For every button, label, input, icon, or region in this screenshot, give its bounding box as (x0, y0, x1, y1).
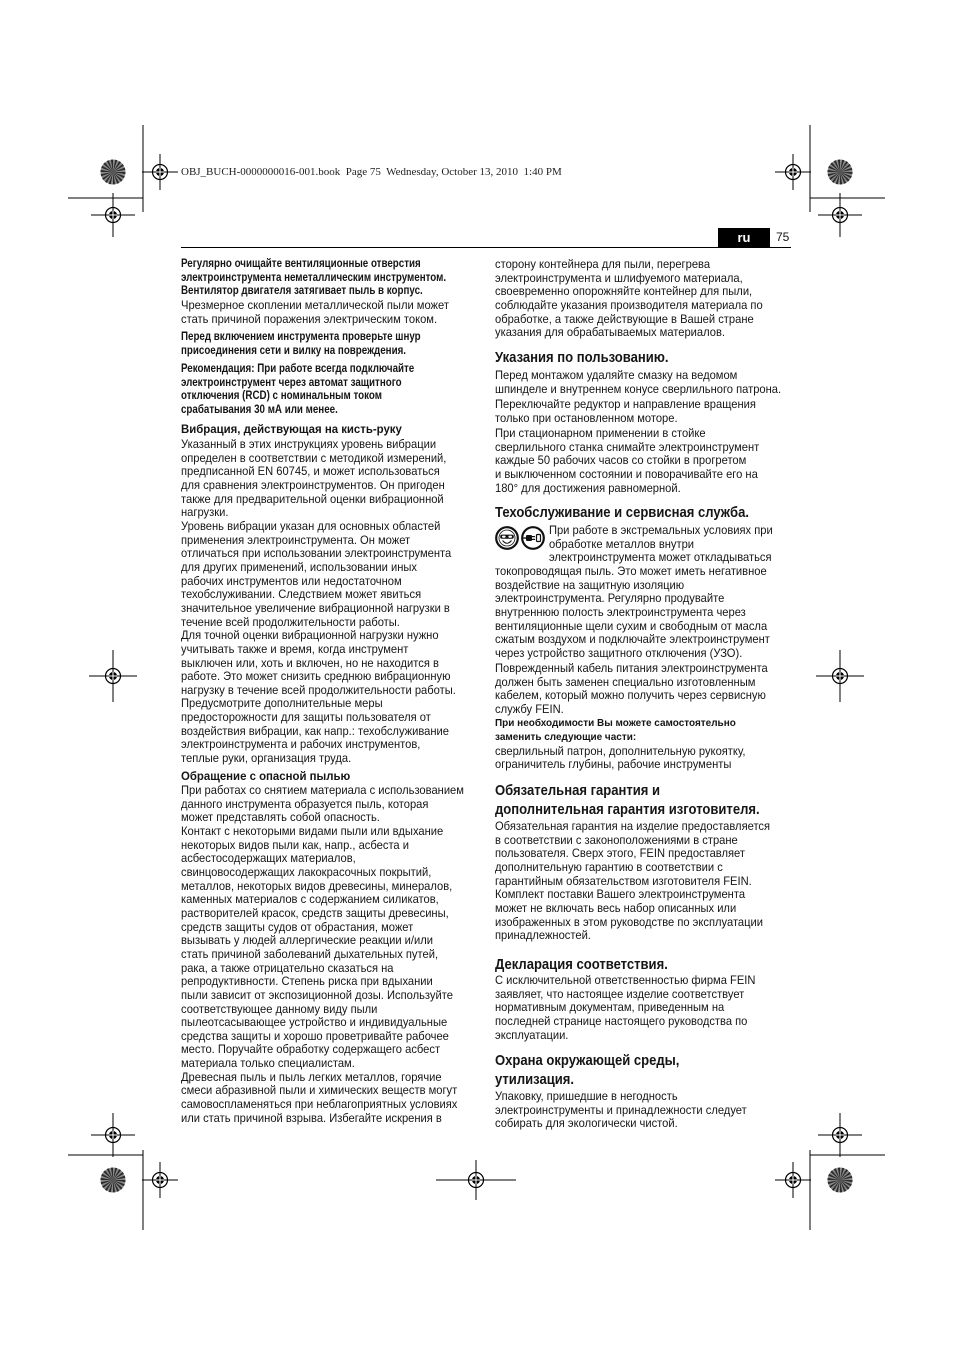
text-line: и выключенном состоянии и поворачивайте его на (495, 466, 758, 481)
text-line: свинцовосодержащих лакокрасочных покрытий, (181, 864, 432, 879)
text-line: нормативным документам, приведенным на (495, 1000, 725, 1015)
text-line: Уровень вибрации указан для основных областей (181, 518, 441, 533)
dust-text-continued (495, 258, 791, 340)
text-line: предосторожности для защиты пользователя от (181, 710, 431, 725)
text-line: применения электроинструмента. Он может (181, 532, 411, 547)
text-line: службу FEIN. (495, 701, 564, 716)
text-line: вызывать у людей аллергические реакции и/или (181, 933, 434, 948)
registration-mark-icon (775, 1162, 811, 1198)
vibration-text (181, 438, 477, 766)
text-line: для сравнения электроинструментов. Он пригоден (181, 477, 445, 492)
text-line: или стать причиной взрыва. Избегайте искрения в (181, 1110, 442, 1125)
text-line: шпинделе и внутреннем конусе сверлильного патрона. (495, 381, 782, 396)
text-line: значительное увеличение вибрационной нагрузки в (181, 600, 450, 615)
text-line: смеси абразивной пыли и химических веществ могут (181, 1083, 458, 1098)
text-line: своевременно опорожняйте контейнер для пыли, (495, 284, 753, 299)
text-line: эксплуатации. (495, 1027, 569, 1042)
text-line: Перед монтажом удаляйте смазку на ведомом (495, 368, 738, 382)
maintenance-paragraph-1 (495, 524, 791, 661)
text-line: Вентилятор двигателя затягивает пыль в корпус. (181, 285, 423, 298)
text-line: сверлильного станка снимайте электроинструмент (495, 439, 760, 454)
text-line: выключен или, хоть и включен, но не находится в (181, 655, 439, 670)
registration-mark-icon (91, 1113, 135, 1157)
text-line: электроинструмента неметаллическим инструментом. (181, 271, 447, 284)
usage-paragraph-3 (495, 427, 791, 495)
text-line: асбестосодержащих материалов, (181, 851, 356, 866)
text-line: Упаковку, пришедшие в негодность (495, 1089, 678, 1103)
text-line: репродуктивности. Степень риска при вдыхании (181, 974, 433, 989)
text-line: для других применений, использовании иных (181, 559, 417, 574)
text-line: предписанной EN 60745, и может использоваться (181, 464, 440, 479)
replaceable-parts-heading (495, 717, 790, 744)
text-line: Чрезмерное скоплении металлической пыли может (181, 298, 449, 312)
registration-mark-icon (142, 1162, 178, 1198)
environment-text (495, 1090, 791, 1131)
text-line: Перед включением инструмента проверьте шнур (181, 331, 421, 343)
text-line: место. Поручайте обработку содержащего асбест (181, 1042, 441, 1057)
text-line: средства защиты и хорошо проветривайте рабочее (181, 1028, 449, 1043)
text-line: пылеотсасывающее устройство и индивидуальные (181, 1015, 448, 1030)
usage-paragraph-1 (495, 369, 791, 396)
text-line: заменить следующие части: (495, 730, 637, 743)
cleaning-note (181, 299, 477, 326)
text-line: рабочих инструментов или недостаточном (181, 573, 402, 588)
text-line: С исключительной ответственностью фирма FEIN (495, 973, 756, 987)
text-line: кабелем, который можно получить через сервисную (495, 688, 766, 703)
sunburst-mark-icon (828, 1168, 853, 1193)
text-line: обработке, а также действующие в Вашей стране (495, 311, 754, 326)
text-line: При стационарном применении в стойке (495, 426, 706, 440)
text-line: собирать для экологически чистой. (495, 1116, 678, 1131)
text-line: может не включать весь набор описанных или (495, 900, 737, 915)
text-line: сторону контейнера для пыли, перегрева (495, 257, 711, 271)
cleaning-warning (181, 258, 477, 299)
text-line: нагрузку в течение всей продолжительности работы. (181, 682, 456, 697)
registration-mark-icon (142, 154, 178, 190)
text-line: воздействие на защитную изоляцию (495, 577, 685, 592)
usage-heading: Указания по пользованию. (495, 349, 669, 366)
text-line: воздействия вибрации, как напр.: техобслуживание (181, 723, 449, 738)
vibration-heading: Вибрация, действующая на кисть-руку (181, 422, 402, 436)
text-line: пользователя. Сверх этого, FEIN предоставляет (495, 846, 745, 861)
cord-check-warning (181, 331, 477, 358)
text-line: Предусмотрите дополнительные меры (181, 696, 383, 711)
text-line: Указанный в этих инструкциях уровень вибрации (181, 437, 437, 451)
registration-mark-icon (818, 193, 862, 237)
warranty-heading (495, 781, 791, 819)
text-line: растворителей красок, средств защиты древесины, (181, 905, 449, 920)
rcd-recommendation (181, 363, 477, 418)
language-badge: ru (718, 228, 770, 247)
text-line: изображенных в этом руководстве по эксплуатации (495, 914, 763, 929)
registration-mark-icon (436, 1160, 516, 1200)
text-line: последней странице настоящего руководства по (495, 1013, 748, 1028)
dust-heading: Обращение с опасной пылью (181, 769, 351, 783)
registration-mark-icon (89, 650, 137, 702)
text-line: вентиляционные щели сухим и свободным от масла (495, 618, 768, 633)
registration-mark-icon (775, 154, 811, 190)
text-line: должен быть заменен специально изготовленным (495, 674, 756, 689)
text-line: Охрана окружающей среды, (495, 1051, 680, 1069)
text-line: теплые руки, организация труда. (181, 751, 352, 766)
text-line: При работах со снятием материала с использованием (181, 783, 464, 797)
environment-heading (495, 1051, 791, 1089)
text-line: учитывать также и время, когда инструмент (181, 641, 409, 656)
text-line: техобслуживании. Следствием может явиться (181, 587, 422, 602)
text-line: работе. Это может снизить среднюю вибрационную (181, 669, 451, 684)
text-line: Обязательная гарантия и (495, 781, 661, 799)
text-line: данного инструмента образуется пыль, которая (181, 796, 429, 811)
text-line: отличаться при использовании электроинструмента (181, 546, 452, 561)
text-line: средств защиты судов от обрастания, может (181, 919, 414, 934)
text-line: определен в соответствии с методикой измерений, (181, 450, 447, 465)
text-line: сверлильный патрон, дополнительную рукоятку, (495, 743, 746, 758)
text-line: стать причиной заболеваний дыхательных путей, (181, 946, 439, 961)
dust-text (181, 784, 477, 1125)
text-line: указания для обрабатываемых материалов. (495, 325, 726, 340)
text-line: токопроводящая пыль. Это может иметь негативное (495, 563, 767, 578)
text-line: каждые 50 рабочих часов со стойки в прогретом (495, 453, 747, 468)
text-line: стать причиной поражения электрическим током. (181, 311, 438, 326)
sunburst-mark-icon (828, 160, 853, 185)
maintenance-heading: Техобслуживание и сервисная служба. (495, 504, 749, 521)
warranty-text (495, 820, 791, 943)
text-line: электроинструмента. Регулярно продувайте (495, 591, 725, 606)
registration-mark-icon (818, 1113, 862, 1157)
text-line: также для предварительной оценки вибрационной (181, 491, 444, 506)
text-line: Поврежденный кабель питания электроинструмента (495, 661, 768, 675)
text-line: присоединения сети и вилку на повреждения. (181, 344, 406, 357)
text-line: сжатым воздухом и подключайте электроинструмент (495, 632, 770, 647)
text-line: заявляет, что настоящее изделие соответствует (495, 986, 745, 1001)
text-line: в соответствии с законоположениями в стране (495, 832, 738, 847)
header-rule (181, 247, 791, 248)
text-line: может представлять собой опасность. (181, 810, 380, 825)
text-line: электроинструмента и шлифуемого материала, (495, 270, 743, 285)
text-line: Древесная пыль и пыль легких металлов, горячие (181, 1069, 442, 1084)
text-line: дополнительную гарантию в соответствии с (495, 859, 723, 874)
registration-mark-icon (816, 650, 864, 702)
page-number: 75 (776, 230, 790, 244)
text-line: электроинструмент через автомат защитного (181, 376, 402, 389)
text-line: При необходимости Вы можете самостоятельно (495, 717, 736, 729)
text-line: внутреннюю полость электроинструмента через (495, 604, 746, 619)
usage-paragraph-2 (495, 398, 791, 425)
text-line: отключения (RCD) с номинальным током (181, 390, 382, 403)
text-line: обработке металлов внутри (548, 536, 695, 551)
text-line: гарантийным обязательством изготовителя FEIN. (495, 873, 752, 888)
text-line: электроинструмента может откладываться (548, 550, 772, 565)
text-line: электроинструмента и рабочих инструментов, (181, 737, 421, 752)
conformity-heading: Декларация соответствия. (495, 955, 668, 973)
text-line: через устройство защитного отключения (УЗО). (495, 645, 743, 660)
text-line: каменных материалов с содержанием силикатов, (181, 892, 439, 907)
text-line: принадлежностей. (495, 928, 591, 943)
text-line: только при остановленном моторе. (495, 410, 678, 425)
text-line: 180° для достижения равномерной. (495, 480, 681, 495)
registration-mark-icon (91, 193, 135, 237)
text-line: Контакт с некоторыми видами пыли или вдыхание (181, 823, 444, 838)
text-line: соблюдайте указания производителя материала по (495, 297, 763, 312)
text-line: течение всей продолжительности работы. (181, 614, 400, 629)
text-line: Обязательная гарантия на изделие предоставляется (495, 819, 771, 833)
text-line: материала только специалистам. (181, 1056, 355, 1071)
text-line: Рекомендация: При работе всегда подключайте (181, 363, 415, 375)
text-line: Регулярно очищайте вентиляционные отверстия (181, 258, 421, 270)
maintenance-paragraph-2 (495, 662, 791, 717)
text-line: Комплект поставки Вашего электроинструмента (495, 887, 746, 902)
text-line: При работе в экстремальных условиях при (548, 523, 773, 537)
text-line: соответствующее данному виду пыли (181, 1001, 378, 1016)
text-line: электроинструменты и принадлежности следует (495, 1102, 747, 1117)
text-line: самовоспламеняться при неблагоприятных условиях (181, 1097, 458, 1112)
text-line: нагрузки. (181, 505, 229, 520)
text-line: ограничитель глубины, рабочие инструменты (495, 757, 732, 772)
text-line: срабатывания 30 мА или менее. (181, 403, 338, 416)
text-line: металлов, некоторых видов древесины, минералов, (181, 878, 453, 893)
sunburst-mark-icon (101, 1168, 126, 1193)
replaceable-parts-list (495, 745, 791, 772)
sunburst-mark-icon (101, 160, 126, 185)
text-line: некоторых видов пыли как, напр., асбеста и (181, 837, 409, 852)
print-slug: OBJ_BUCH-0000000016-001.book Page 75 Wednesday, October 13, 2010 1:40 PM (181, 166, 562, 178)
text-line: Для точной оценки вибрационной нагрузки нужно (181, 628, 439, 643)
text-line: пыли зависит от экспозиционной дозы. Используйте (181, 987, 453, 1002)
text-line: дополнительная гарантия изготовителя. (495, 800, 760, 818)
text-line: Переключайте редуктор и направление вращения (495, 397, 756, 411)
text-line: рака, а также отрицательно сказаться на (181, 960, 394, 975)
conformity-text (495, 974, 791, 1042)
text-line: утилизация. (495, 1070, 575, 1088)
